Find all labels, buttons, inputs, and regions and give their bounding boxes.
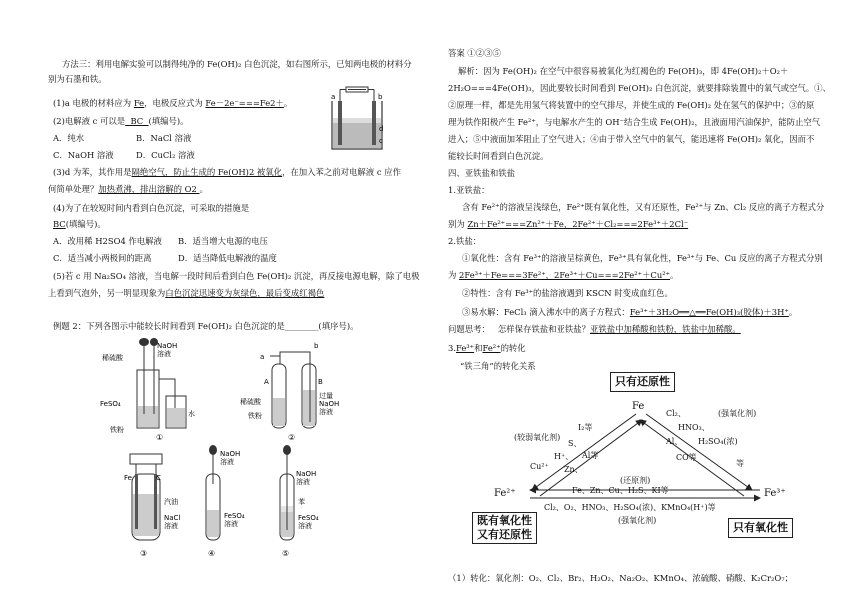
f3-label-c: C: [156, 474, 161, 482]
f5-dropper-bulb-icon: [283, 445, 291, 455]
f5-label-naoh: NaOH 溶液: [296, 470, 317, 486]
label-zn: Zn、: [564, 465, 583, 474]
method3-line2: 别为石墨和铁。: [48, 74, 107, 84]
f3-electrode-fe: [135, 474, 138, 529]
answer-line: 答案 ①②③⑤: [448, 48, 501, 58]
q4-option-b: B．适当增大电源的电压: [178, 236, 268, 246]
sub3-fe3: Fe³⁺: [456, 343, 475, 353]
label-cl2: Cl₂、: [666, 409, 686, 418]
q1-answer-reaction: Fe－2e⁻===Fe2＋: [205, 98, 284, 108]
question-prefix: 问题思考：: [448, 324, 490, 334]
bl-box-line2: 又有还原性: [477, 527, 532, 541]
sub3-prefix: 3.: [448, 343, 456, 353]
f3-label-fe: Fe: [124, 474, 132, 482]
q2-option-c: C．NaOH 溶液: [53, 150, 114, 160]
top-box-reducing-only: 只有还原性: [610, 372, 675, 392]
analysis-6: 能较长时间看到白色沉淀。: [448, 151, 549, 161]
label-strong-oxidant-bottom: (强氧化剂): [618, 516, 657, 525]
method3-line1: 方法三：利用电解实验可以制得纯净的 Fe(OH)₂ 白色沉淀，如右图所示，已知两电极的材料分: [62, 59, 412, 69]
q1-text: (1)a 电极的材料应为: [53, 98, 134, 108]
node-fe2: Fe²⁺: [494, 488, 516, 499]
q4-option-c: C．适当减小两极间的距离: [53, 253, 152, 263]
sub3-mid: 和: [474, 343, 483, 353]
label-i2: I₂等: [578, 423, 593, 432]
f5-label-benzene: 苯: [298, 498, 305, 506]
q5-line1: (5)若 c 用 Na₂SO₄ 溶液，当电解一段时间后看到白色 Fe(OH)₂ 沉淀，再反接电源电解，除了电极: [53, 271, 420, 281]
q4-option-d: D．适当降低电解液的温度: [178, 253, 277, 263]
label-reductant-list: Fe、Zn、Cu、H₂S、KI等: [572, 486, 669, 495]
f1-label-naoh: NaOH 溶液: [157, 342, 178, 358]
q3: [53, 166, 401, 178]
q5-line2: [48, 287, 324, 299]
q2-answer: BC: [125, 116, 149, 126]
label-h: H⁺、: [554, 452, 574, 461]
f3-electrode-c: [154, 474, 157, 529]
label-etc: 等: [736, 459, 744, 468]
f2-label-A: A: [264, 378, 269, 386]
analysis-2: 2H₂O===4Fe(OH)₃，因此要较长时间看到 Fe(OH)₂ 白色沉淀，就要排除装置中的氧气或空气。①、: [448, 83, 831, 93]
label-oxidant-list: Cl₂、O₂、HNO₃、H₂SO₄(浓)、KMnO₄(H⁺)等: [544, 503, 716, 512]
f2-solution-a: [273, 398, 285, 426]
q1: [53, 97, 292, 109]
q5-answer: 白色沉淀迅速变为灰绿色，最后变成红褐色: [165, 288, 325, 298]
figure-1: [100, 338, 195, 442]
f1-funnel-icon: [139, 338, 149, 346]
q2-option-b: B．NaCl 溶液: [136, 133, 192, 143]
q4-answer-line: [53, 218, 106, 230]
label-strong-oxidant-right: (强氧化剂): [718, 409, 757, 418]
f4-solution: [207, 510, 219, 537]
f3-power-source-icon: [130, 454, 162, 464]
f4-number: ④: [208, 549, 216, 558]
section4-heading: 四、亚铁盐和铁盐: [448, 168, 515, 178]
sub1-answer: Zn＋Fe²⁺===Zn²⁺＋Fe，2Fe²⁺＋Cl₂===2Fe³⁺＋2Cl⁻: [467, 219, 689, 229]
node-fe3: Fe³⁺: [764, 488, 786, 499]
example2-figures: [100, 334, 340, 564]
sub2-oxidizing: ①氧化性：含有 Fe³⁺的溶液呈棕黄色，Fe³⁺具有氧化性，Fe³⁺与 Fe、Cu 反应的离子方程式分别: [462, 253, 823, 263]
q1-text-mid: ，电极反应式为: [144, 98, 206, 108]
f1-label-water: 水: [188, 410, 195, 418]
sub2-answer: 2Fe³⁺＋Fe===3Fe²⁺，2Fe³⁺＋Cu===2Fe²⁺＋Cu²⁺: [459, 270, 671, 280]
label-b: b: [378, 93, 383, 101]
conversion-line: （1）转化：氧化剂：O₂、Cl₂、Br₂、H₂O₂、Na₂O₂、KMnO₄、浓硫酸、硝酸、K₂Cr₂O₇；: [448, 573, 793, 583]
f1-solution: [138, 406, 158, 427]
sub2-heading: 2.铁盐：: [448, 236, 482, 246]
example2: 例题 2：下列各图示中能较长时间看到 Fe(OH)₂ 白色沉淀的是________(填序号)。: [53, 321, 359, 331]
q3-line2-end: 。: [199, 184, 208, 194]
f4-label-naoh: NaOH 溶液: [220, 450, 241, 466]
sub1-heading: 1.亚铁盐：: [448, 185, 490, 195]
q4-option-a: A．改用稀 H2SO4 作电解液: [53, 236, 162, 246]
f1-water: [167, 408, 185, 427]
figure-4: [206, 445, 245, 558]
q2-option-a: A．纯水: [53, 133, 85, 143]
label-a: a: [331, 93, 336, 101]
f1-label-fe: 铁粉: [110, 426, 124, 434]
q3-line2-text: 何简单处理？: [48, 184, 99, 194]
sub1-equations: [448, 218, 688, 230]
f5-label-feso4: FeSO₄ 溶液: [298, 514, 319, 530]
analysis-4: 理为铁作阳极产生 Fe²⁺，与电解水产生的 OH⁻结合生成 Fe(OH)₂，且液面用汽油保护，能防止空气: [448, 117, 821, 127]
f3-number: ③: [140, 549, 148, 558]
label-weak-oxidant: (较弱氧化剂): [514, 433, 561, 442]
q3-line2: [48, 183, 208, 195]
sub1-text: 含有 Fe²⁺的溶液呈浅绿色，Fe²⁺既有氧化性，又有还原性，Fe²⁺与 Zn、Cl₂ 反应的离子方程式分: [462, 202, 825, 212]
label-reductant: (还原剂): [620, 476, 651, 485]
label-h2so4: H₂SO₄(浓): [698, 437, 738, 446]
f2-label-fe: 铁粉: [248, 412, 262, 420]
f1-number: ①: [156, 433, 164, 442]
analysis-5: 进入；⑤中液面加苯阻止了空气进入；④由于带入空气中的氧气，能迅速将 Fe(OH)₂ 氧化，因而不: [448, 134, 815, 144]
hydrolysis-answer: Fe³⁺＋3H₂O══△══Fe(OH)₃(胶体)＋3H⁺: [629, 307, 789, 317]
f2-number: ②: [288, 433, 296, 442]
iron-triangle-diagram: [470, 372, 810, 572]
f4-label-feso4: FeSO₄ 溶液: [224, 512, 245, 528]
q2: [53, 115, 189, 127]
figure-5: [280, 445, 319, 558]
electrode-a: [338, 101, 342, 145]
node-fe: Fe: [632, 401, 645, 412]
label-al: Al等: [582, 451, 599, 460]
q3-answer-1: 隔绝空气，防止生成的 Fe(OH)2 被氧化: [131, 167, 283, 177]
bottom-right-box: 只有氧化性: [728, 518, 793, 538]
f1-label-feso4: FeSO₄: [100, 400, 121, 408]
sub2-equations: [448, 269, 678, 281]
q2-option-d: D．CuCl₂ 溶液: [136, 150, 195, 160]
question-think: [448, 323, 741, 335]
q1-text-end: 。: [283, 98, 293, 108]
q3-text: (3)d 为苯，其作用是: [53, 167, 132, 177]
f2-label-B: B: [318, 378, 323, 386]
f2-solution-b: [303, 390, 315, 426]
sub2-property: ②特性：含有 Fe³⁺的盐溶液遇到 KSCN 时变成血红色。: [462, 288, 673, 298]
electrode-b: [372, 101, 376, 145]
sub2-hydrolysis: [462, 306, 797, 318]
sub2-prefix: 为: [448, 270, 460, 280]
f5-number: ⑤: [282, 549, 290, 558]
q4-text: (4)为了在较短时间内看到白色沉淀，可采取的措施是: [53, 203, 250, 213]
bottom-left-box: [472, 512, 537, 544]
sub3-fe2: Fe²⁺: [482, 343, 501, 353]
q2-text: (2)电解液 c 可以是: [53, 116, 126, 126]
f3-label-nacl: NaCl 溶液: [164, 514, 181, 530]
label-al-right: Al、: [666, 437, 683, 446]
hydrolysis-end: 。: [788, 307, 798, 317]
q4-answer: BC: [53, 219, 66, 229]
label-hno3: HNO₃、: [678, 423, 710, 432]
f2-label-b: b: [314, 342, 319, 350]
q3-answer-2: 加热煮沸，排出溶解的 O2: [98, 184, 200, 194]
label-c: c: [379, 137, 383, 145]
analysis-1: 解析：因为 Fe(OH)₂ 在空气中很容易被氧化为红褐色的 Fe(OH)₃，即 4Fe(OH)₂＋O₂＋: [458, 66, 789, 76]
analysis-3: ②原理一样，都是先用氢气将装置中的空气排尽，并使生成的 Fe(OH)₂ 处在氢气的保护中；③的原: [448, 100, 815, 110]
sub3-end: 的转化: [500, 343, 526, 353]
sub1-prefix: 别为: [448, 219, 468, 229]
label-s: S、: [568, 439, 582, 448]
q3-text-mid: ，在加入苯之前对电解液 c 应作: [282, 167, 401, 177]
q4-text-end: (填编号)。: [65, 219, 106, 229]
f2-label-a: a: [260, 353, 265, 361]
f2-label-acid: 稀硫酸: [240, 398, 261, 406]
question-text: 怎样保存铁盐和亚铁盐？: [497, 324, 590, 334]
q1-answer-material: Fe: [133, 98, 145, 108]
q4: [53, 202, 249, 214]
hydrolysis-prefix: ③易水解：FeCl₃ 滴入沸水中的离子方程式：: [462, 307, 630, 317]
sub2-end: 。: [670, 270, 679, 280]
f4-dropper-bulb-icon: [209, 445, 217, 455]
f1-label-acid: 稀硫酸: [102, 354, 123, 362]
f2-label-naoh: 过量 NaOH 溶液: [319, 392, 340, 416]
q2-text-end: (填编号)。: [148, 116, 189, 126]
q5-text: 上看到气泡外，另一明显现象为: [48, 288, 166, 298]
bl-box-line1: 既有氧化性: [477, 514, 532, 527]
figure-3: [124, 454, 180, 558]
triangle-title: “铁三角”的转化关系: [460, 361, 536, 371]
label-d: d: [379, 125, 384, 133]
electrolysis-cell-figure: [328, 85, 386, 153]
f3-label-oil: 汽油: [164, 498, 178, 506]
figure-2: [240, 342, 339, 442]
label-cu2: Cu²⁺: [530, 462, 549, 471]
question-answer: 亚铁盐中加稀酸和铁粉，铁盐中加稀酸。: [590, 324, 741, 334]
label-co: CO等: [676, 453, 697, 462]
sub3-heading: [448, 342, 526, 354]
